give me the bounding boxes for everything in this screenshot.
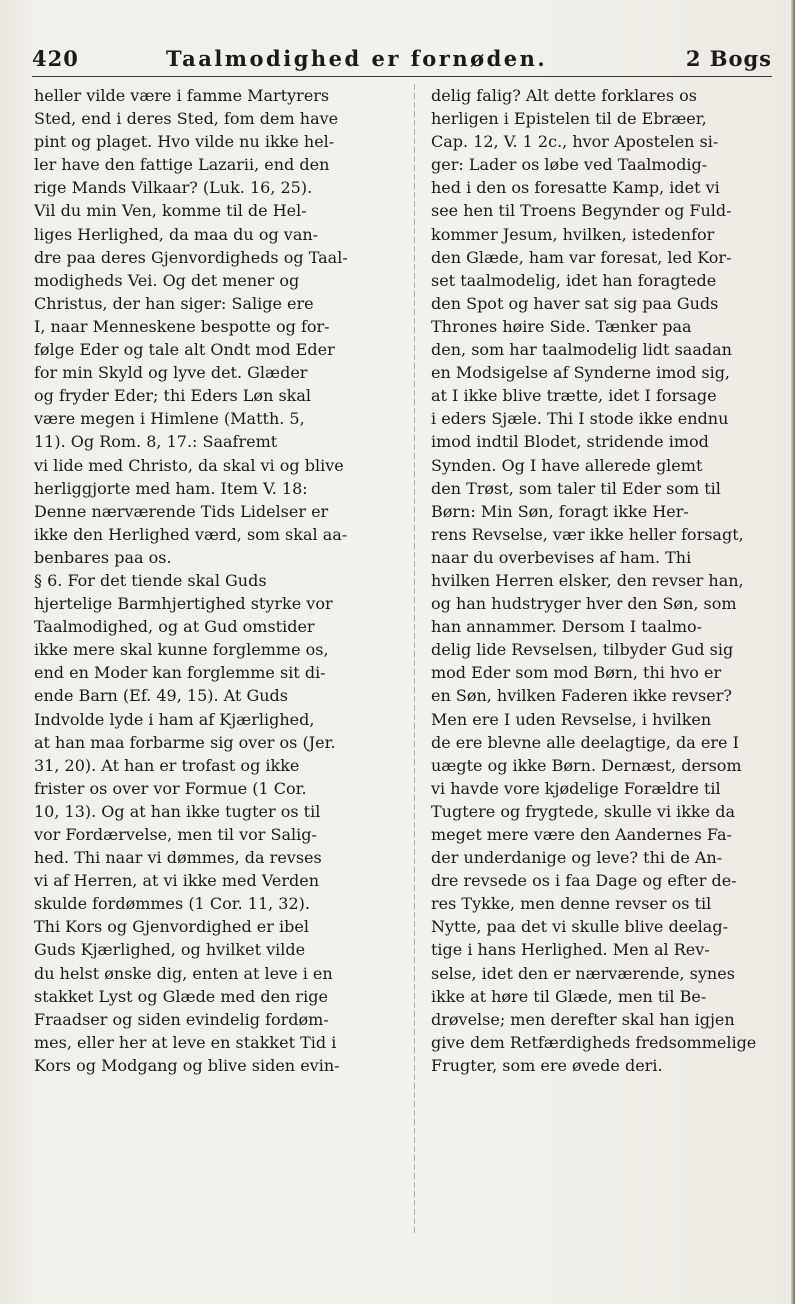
text-line: vor Fordærvelse, men til vor Salig- [34, 825, 317, 844]
text-line: drøvelse; men derefter skal han igjen [431, 1009, 735, 1029]
text-line: den Glæde, ham var foresat, led Kor- [431, 247, 732, 267]
text-line: Sted, end i deres Sted, fom dem have [34, 109, 339, 129]
running-header [32, 46, 772, 76]
text-line: rige Mands Vilkaar? (Luk. 16, 25). [34, 178, 313, 198]
text-line: tige i hans Herlighed. Men al Rev- [431, 940, 710, 960]
text-line: Fraadser og siden evindelig fordøm- [34, 1009, 329, 1029]
book-signature: 2 Bogs [685, 46, 772, 71]
page-number: 420 [32, 46, 79, 71]
text-line: Thi Kors og Gjenvordighed er ibel [34, 917, 309, 937]
column-divider [414, 84, 415, 1234]
text-line: de ere blevne alle deelagtige, da ere I [431, 732, 739, 752]
text-line: give dem Retfærdigheds fredsommelige [431, 1032, 757, 1052]
text-line: følge Eder og tale alt Ondt mod Eder [34, 340, 335, 360]
text-line: kommer Jesum, hvilken, istedenfor [431, 224, 715, 244]
text-line: ler have den fattige Lazarii, end den [34, 155, 330, 175]
text-line: Børn: Min Søn, foragt ikke Her- [431, 501, 689, 521]
text-line: Indvolde lyde i ham af Kjærlighed, [34, 709, 315, 729]
text-line: see hen til Troens Begynder og Fuld- [431, 201, 732, 221]
text-line: ende Barn (Ef. 49, 15). At Guds [34, 686, 288, 706]
text-line: i eders Sjæle. Thi I stode ikke endnu [431, 409, 729, 429]
text-line: Tugtere og frygtede, skulle vi ikke da [431, 801, 735, 821]
text-line: ger: Lader os løbe ved Taalmodig- [431, 155, 708, 175]
text-line: og fryder Eder; thi Eders Løn skal [34, 386, 312, 406]
text-line: den, som har taalmodelig lidt saadan [431, 340, 732, 360]
text-line: stakket Lyst og Glæde med den rige [34, 986, 328, 1006]
text-line: Frugter, som ere øvede deri. [431, 1055, 663, 1075]
text-line: delig lide Revselsen, tilbyder Gud sig [431, 640, 734, 660]
text-line: herligen i Epistelen til de Ebræer, [431, 109, 707, 129]
text-line: Cap. 12, V. 1 2c., hvor Apostelen si- [431, 132, 719, 152]
text-line: 10, 13). Og at han ikke tugter os til [34, 801, 321, 821]
text-line: herliggjorte med ham. Item V. 18: [34, 478, 308, 498]
text-line: mod Eder som mod Børn, thi hvo er [431, 663, 722, 683]
running-title: Taalmodighed er fornøden. [166, 46, 548, 71]
text-line: den Spot og haver sat sig paa Guds [431, 293, 719, 313]
text-line: han annammer. Dersom I taalmo- [431, 617, 703, 637]
text-line: hed i den os foresatte Kamp, idet vi [431, 178, 720, 198]
text-line: du helst ønske dig, enten at leve i en [34, 963, 333, 983]
text-line: Christus, der han siger: Salige ere [34, 293, 314, 313]
text-line: Denne nærværende Tids Lidelser er [34, 501, 329, 521]
text-line: 11). Og Rom. 8, 17.: Saafremt [34, 432, 278, 452]
text-line: den Trøst, som taler til Eder som til [431, 478, 721, 498]
text-line: liges Herlighed, da maa du og van- [34, 224, 319, 244]
text-line: rens Revselse, vær ikke heller forsagt, [431, 524, 744, 544]
text-line: Vil du min Ven, komme til de Hel- [34, 201, 307, 221]
right-text-column [431, 84, 783, 1077]
text-line: meget mere være den Aandernes Fa- [431, 825, 732, 844]
text-line: § 6. For det tiende skal Guds [34, 570, 267, 590]
text-line: delig falig? Alt dette forklares os [431, 86, 697, 105]
text-line: selse, idet den er nærværende, synes [431, 963, 735, 983]
text-line: heller vilde være i famme Martyrers [34, 86, 330, 105]
text-line: skulde fordømmes (1 Cor. 11, 32). [34, 894, 310, 914]
text-line: 31, 20). At han er trofast og ikke [34, 755, 300, 775]
text-line: dre revsede os i faa Dage og efter de- [431, 871, 737, 891]
text-line: Taalmodighed, og at Gud omstider [34, 617, 315, 637]
text-line: ikke mere skal kunne forglemme os, [34, 640, 329, 660]
text-line: end en Moder kan forglemme sit di- [34, 663, 326, 683]
text-line: ikke at høre til Glæde, men til Be- [431, 986, 707, 1006]
text-line: en Modsigelse af Synderne imod sig, [431, 363, 731, 383]
text-line: benbares paa os. [34, 547, 172, 567]
text-line: pint og plaget. Hvo vilde nu ikke hel- [34, 132, 335, 152]
text-line: Guds Kjærlighed, og hvilket vilde [34, 940, 306, 960]
text-line: mes, eller her at leve en stakket Tid i [34, 1032, 337, 1052]
text-line: Kors og Modgang og blive siden evin- [34, 1055, 340, 1075]
text-line: vi lide med Christo, da skal vi og blive [34, 455, 344, 475]
text-line: vi havde vore kjødelige Forældre til [431, 778, 721, 798]
text-line: naar du overbevises af ham. Thi [431, 547, 692, 567]
header-rule [32, 76, 772, 77]
text-line: ikke den Herlighed værd, som skal aa- [34, 524, 348, 544]
text-line: dre paa deres Gjenvordigheds og Taal- [34, 247, 348, 267]
text-line: hvilken Herren elsker, den revser han, [431, 570, 744, 590]
text-line: en Søn, hvilken Faderen ikke revser? [431, 686, 732, 706]
left-text-column [34, 84, 391, 1077]
text-line: at I ikke blive trætte, idet I forsage [431, 386, 717, 406]
text-line: uægte og ikke Børn. Dernæst, dersom [431, 755, 742, 775]
text-line: set taalmodelig, idet han foragtede [431, 270, 717, 290]
page-edge-shadow [791, 0, 795, 1304]
text-line: frister os over vor Formue (1 Cor. [34, 778, 307, 798]
text-line: for min Skyld og lyve det. Glæder [34, 363, 308, 383]
text-line: der underdanige og leve? thi de An- [431, 848, 723, 868]
text-line: hed. Thi naar vi dømmes, da revses [34, 848, 322, 868]
text-line: være megen i Himlene (Matth. 5, [34, 409, 305, 429]
text-line: at han maa forbarme sig over os (Jer. [34, 732, 336, 752]
text-line: modigheds Vei. Og det mener og [34, 270, 300, 290]
text-line: vi af Herren, at vi ikke med Verden [34, 871, 319, 891]
text-line: Synden. Og I have allerede glemt [431, 455, 703, 475]
text-line: Thrones høire Side. Tænker paa [431, 316, 692, 336]
text-line: hjertelige Barmhjertighed styrke vor [34, 594, 333, 614]
text-line: res Tykke, men denne revser os til [431, 894, 712, 914]
text-line: imod indtil Blodet, stridende imod [431, 432, 709, 452]
text-line: I, naar Menneskene bespotte og for- [34, 316, 330, 336]
text-line: Nytte, paa det vi skulle blive deelag- [431, 917, 728, 937]
text-line: Men ere I uden Revselse, i hvilken [431, 709, 712, 729]
text-line: og han hudstryger hver den Søn, som [431, 594, 737, 614]
